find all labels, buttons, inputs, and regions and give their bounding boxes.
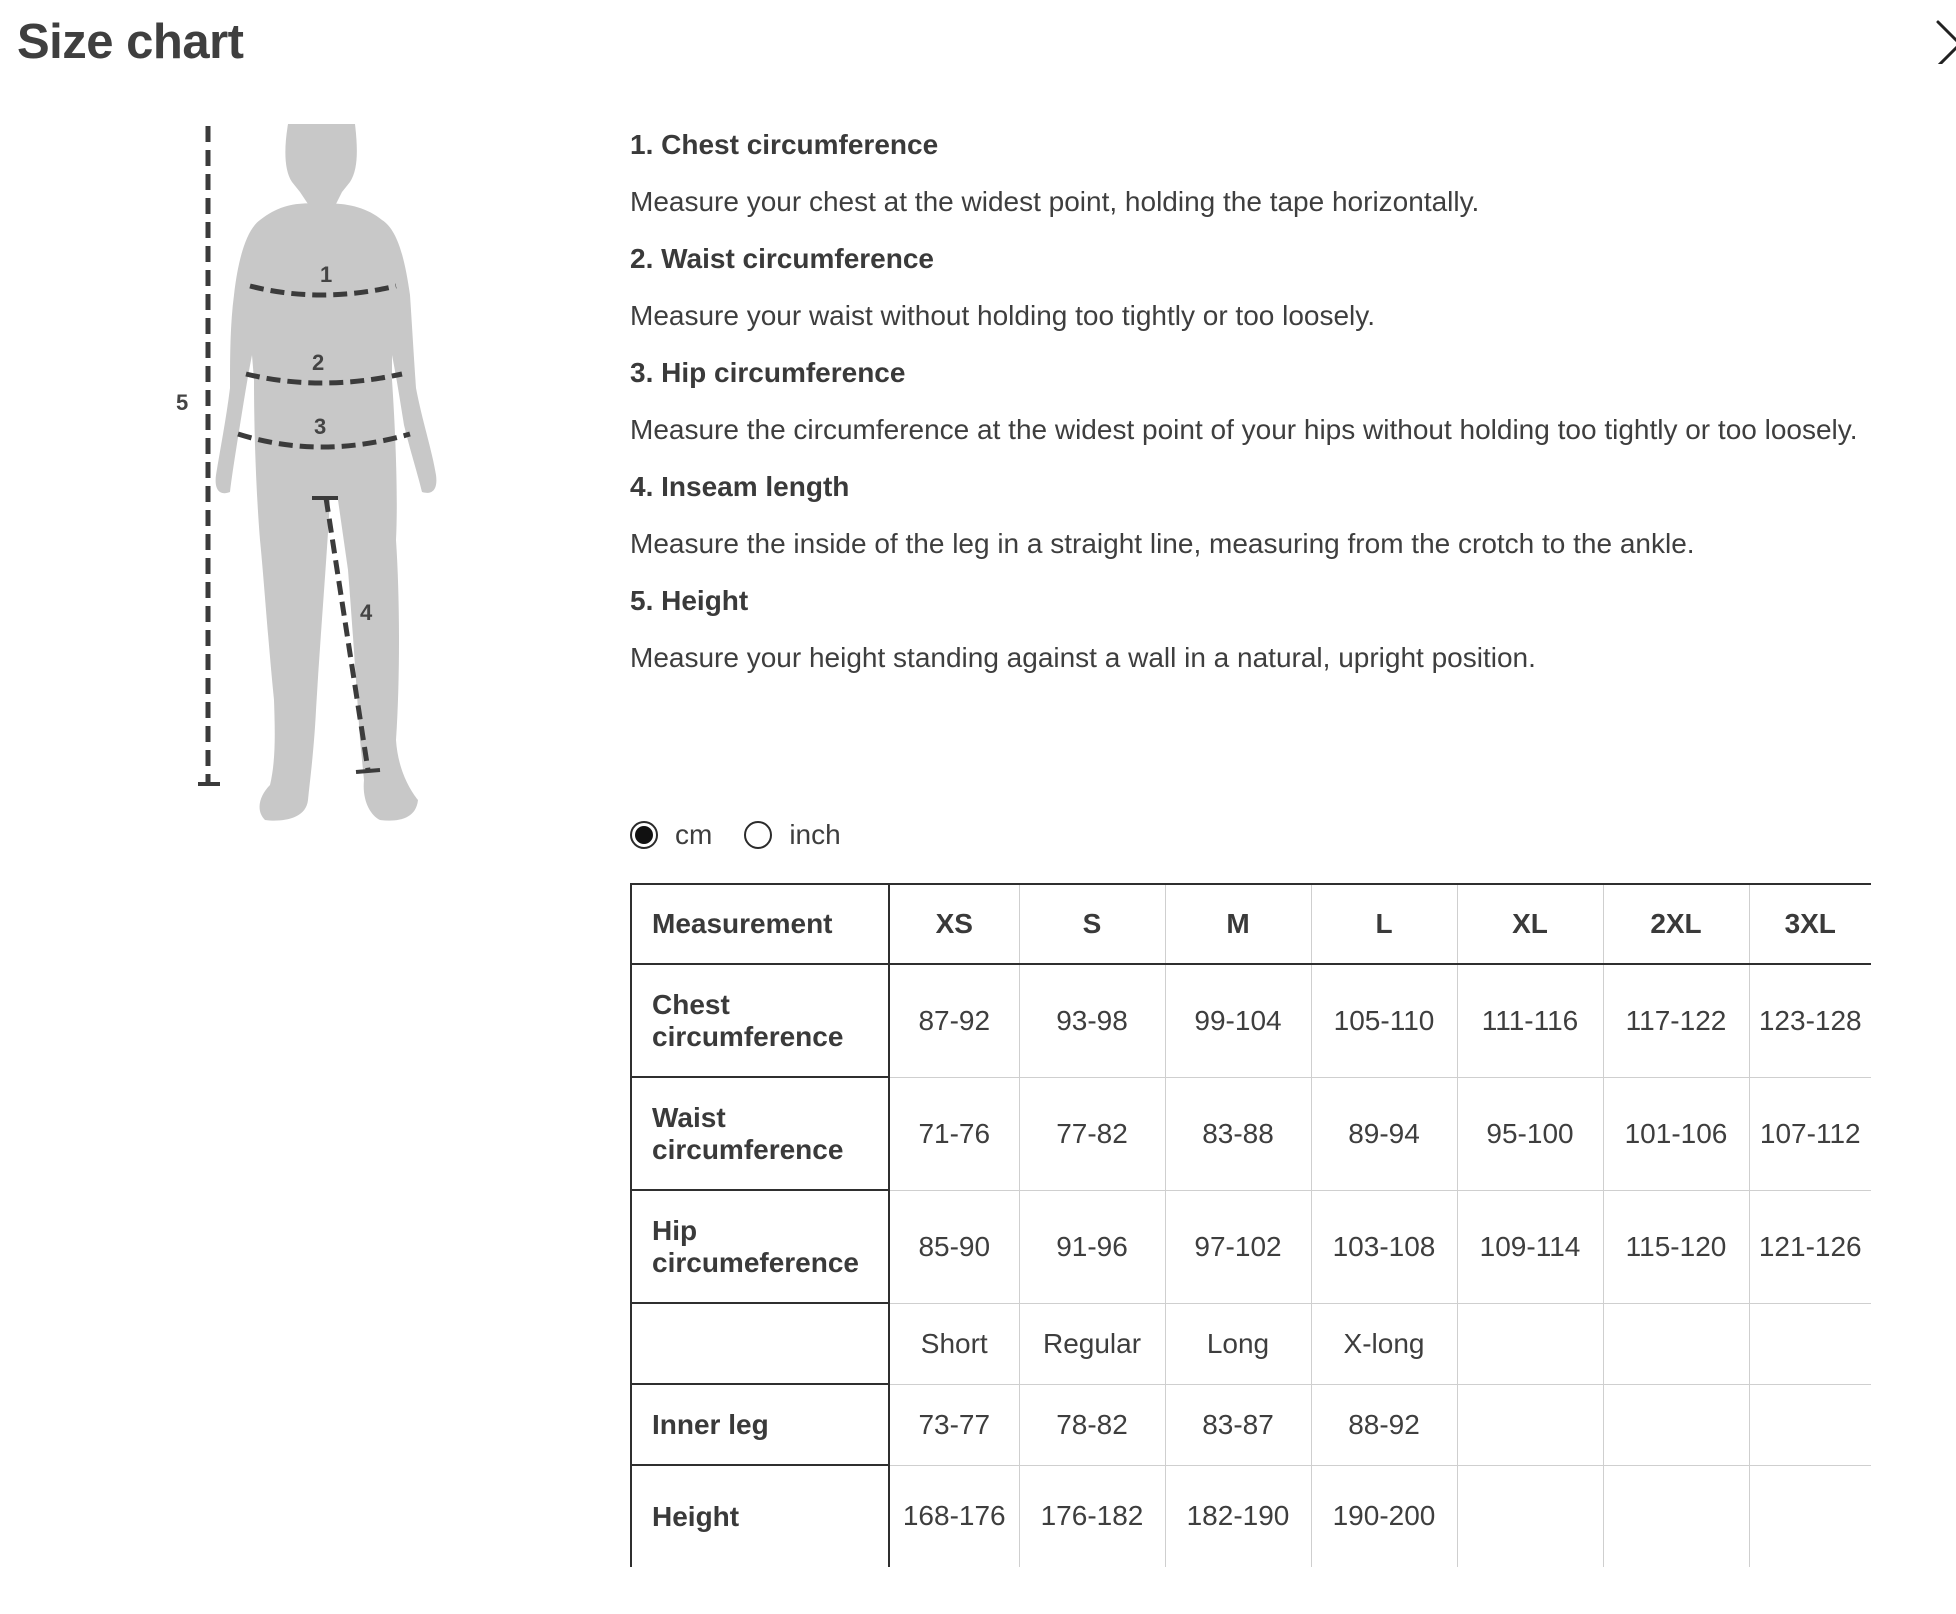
marker-3: 3 <box>314 414 327 439</box>
table-cell: 85-90 <box>889 1190 1019 1303</box>
measurement-instructions <box>630 124 1870 694</box>
row-label: Waist circumference <box>631 1077 889 1190</box>
instruction-heading-hip: 3. Hip circumference <box>630 357 906 388</box>
unit-label-cm: cm <box>675 819 713 850</box>
table-cell: 123-128 <box>1749 964 1871 1077</box>
instruction-heading-height: 5. Height <box>630 585 749 616</box>
table-cell: 71-76 <box>889 1077 1019 1190</box>
table-cell: 105-110 <box>1311 964 1457 1077</box>
instruction-text-chest: Measure your chest at the widest point, holding the tape horizontally. <box>630 186 1480 217</box>
header-size-m: M <box>1165 884 1311 964</box>
instruction-text-inseam: Measure the inside of the leg in a straight line, measuring from the crotch to the ankle. <box>630 528 1695 559</box>
table-cell: 101-106 <box>1603 1077 1749 1190</box>
table-row-leg-length <box>631 1303 1871 1384</box>
table-cell: 89-94 <box>1311 1077 1457 1190</box>
table-cell <box>1457 1384 1603 1465</box>
table-row-height <box>631 1465 1871 1567</box>
table-cell: 73-77 <box>889 1384 1019 1465</box>
table-row-inner-leg <box>631 1384 1871 1465</box>
header-size-s: S <box>1019 884 1165 964</box>
header-size-3xl: 3XL <box>1749 884 1871 964</box>
table-cell: 121-126 <box>1749 1190 1871 1303</box>
table-cell: Long <box>1165 1303 1311 1384</box>
body-measurement-figure <box>160 120 480 830</box>
instruction-heading-waist: 2. Waist circumference <box>630 243 934 274</box>
close-icon <box>1930 14 1956 64</box>
page-title: Size chart <box>17 15 244 69</box>
instruction-heading-chest: 1. Chest circumference <box>630 129 939 160</box>
unit-label-inch: inch <box>789 819 841 850</box>
table-cell: 83-87 <box>1165 1384 1311 1465</box>
table-row-chest <box>631 964 1871 1077</box>
header-size-2xl: 2XL <box>1603 884 1749 964</box>
row-label <box>631 1303 889 1384</box>
table-cell: 111-116 <box>1457 964 1603 1077</box>
table-row-hip <box>631 1190 1871 1303</box>
table-cell: 77-82 <box>1019 1077 1165 1190</box>
marker-1: 1 <box>320 262 333 287</box>
radio-unchecked-icon[interactable] <box>744 821 772 849</box>
table-cell: 91-96 <box>1019 1190 1165 1303</box>
radio-checked-icon[interactable] <box>630 821 658 849</box>
table-cell: 95-100 <box>1457 1077 1603 1190</box>
table-cell <box>1457 1303 1603 1384</box>
header-size-xl: XL <box>1457 884 1603 964</box>
table-cell <box>1749 1465 1871 1567</box>
unit-radio-cm[interactable] <box>630 819 712 851</box>
table-cell: 168-176 <box>889 1465 1019 1567</box>
table-cell: 78-82 <box>1019 1384 1165 1465</box>
table-cell: 176-182 <box>1019 1465 1165 1567</box>
table-cell: 103-108 <box>1311 1190 1457 1303</box>
table-cell: 109-114 <box>1457 1190 1603 1303</box>
table-cell: 87-92 <box>889 964 1019 1077</box>
row-label: Chest circumference <box>631 964 889 1077</box>
body-silhouette-icon <box>160 120 480 830</box>
header-size-l: L <box>1311 884 1457 964</box>
table-header-row <box>631 884 1871 964</box>
table-cell: 99-104 <box>1165 964 1311 1077</box>
row-label: Hip circumeference <box>631 1190 889 1303</box>
table-cell: 182-190 <box>1165 1465 1311 1567</box>
table-cell: Regular <box>1019 1303 1165 1384</box>
row-label: Height <box>631 1465 889 1567</box>
table-cell: 117-122 <box>1603 964 1749 1077</box>
marker-5: 5 <box>176 390 189 415</box>
table-cell: 93-98 <box>1019 964 1165 1077</box>
table-cell: 88-92 <box>1311 1384 1457 1465</box>
size-table <box>630 883 1871 1567</box>
instruction-heading-inseam: 4. Inseam length <box>630 471 850 502</box>
table-cell <box>1603 1303 1749 1384</box>
table-cell: X-long <box>1311 1303 1457 1384</box>
instruction-text-height: Measure your height standing against a wall in a natural, upright position. <box>630 642 1536 673</box>
instruction-text-waist: Measure your waist without holding too tightly or too loosely. <box>630 300 1375 331</box>
marker-2: 2 <box>312 350 325 375</box>
close-button[interactable] <box>1930 14 1956 64</box>
table-cell: 107-112 <box>1749 1077 1871 1190</box>
table-cell <box>1603 1465 1749 1567</box>
table-cell: 190-200 <box>1311 1465 1457 1567</box>
table-cell: 115-120 <box>1603 1190 1749 1303</box>
table-row-waist <box>631 1077 1871 1190</box>
unit-toggle <box>630 815 873 855</box>
header-measurement: Measurement <box>631 884 889 964</box>
header-size-xs: XS <box>889 884 1019 964</box>
table-cell: 83-88 <box>1165 1077 1311 1190</box>
table-cell <box>1749 1303 1871 1384</box>
table-cell: 97-102 <box>1165 1190 1311 1303</box>
marker-4: 4 <box>360 600 373 625</box>
table-cell <box>1603 1384 1749 1465</box>
unit-radio-inch[interactable] <box>744 819 840 851</box>
table-cell <box>1749 1384 1871 1465</box>
table-cell <box>1457 1465 1603 1567</box>
instruction-text-hip: Measure the circumference at the widest point of your hips without holding too tightly or too loosely. <box>630 414 1858 445</box>
table-cell: Short <box>889 1303 1019 1384</box>
row-label: Inner leg <box>631 1384 889 1465</box>
